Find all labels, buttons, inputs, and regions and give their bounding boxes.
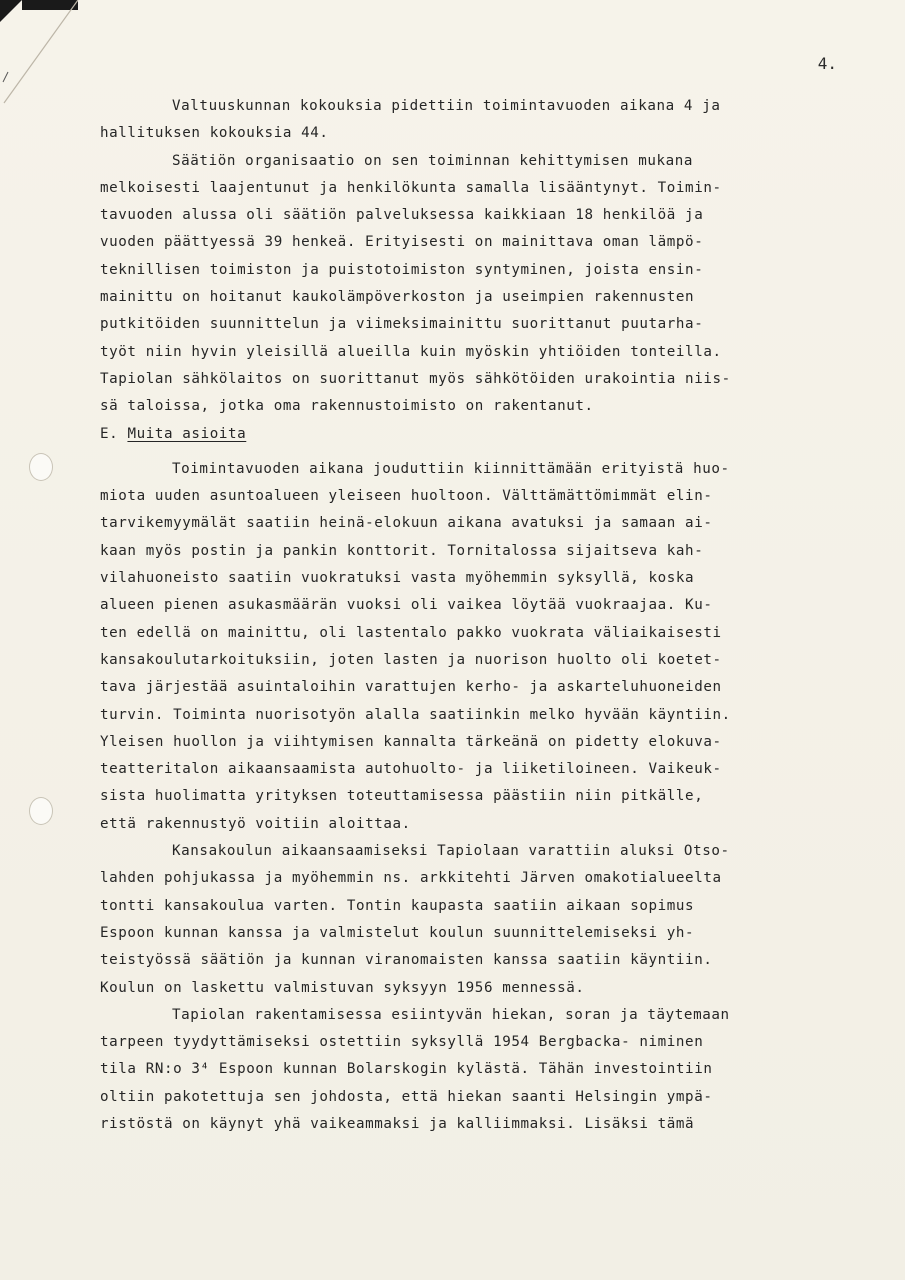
section-heading-title: Muita asioita: [127, 425, 247, 442]
page-number: 4.: [817, 54, 837, 73]
punch-hole-upper: [29, 453, 53, 481]
text-line: kansakoulutarkoituksiin, joten lasten ja nuorison huolto oli koetet-: [100, 651, 722, 668]
text-line: hallituksen kokouksia 44.: [100, 125, 329, 142]
text-line: miota uuden asuntoalueen yleiseen huoltoon. Välttämättömimmät elin-: [100, 488, 713, 505]
text-line: tila RN:o 3⁴ Espoon kunnan Bolarskogin kylästä. Tähän investointiin: [100, 1061, 713, 1078]
text-line: sista huolimatta yrityksen toteuttamisessa päästiin niin pitkälle,: [100, 788, 704, 805]
text-line: oltiin pakotettuja sen johdosta, että hiekan saanti Helsingin ympä-: [100, 1088, 713, 1105]
section-heading-prefix: E.: [100, 425, 128, 442]
text-line: tavuoden alussa oli säätiön palveluksessa kaikkiaan 18 henkilöä ja: [100, 207, 704, 224]
text-line: putkitöiden suunnittelun ja viimeksimainittu suorittanut puutarha-: [100, 316, 704, 333]
text-line: teistyössä säätiön ja kunnan viranomaisten kanssa saatiin käyntiin.: [100, 952, 713, 969]
text-line: tava järjestää asuintaloihin varattujen kerho- ja askarteluhuoneiden: [100, 679, 722, 696]
text-line: mainittu on hoitanut kaukolämpöverkoston ja useimpien rakennusten: [100, 289, 695, 306]
punch-hole-lower: [29, 797, 53, 825]
text-line: vuoden päättyessä 39 henkeä. Erityisesti on mainittava oman lämpö-: [100, 234, 704, 251]
text-line: Espoon kunnan kanssa ja valmistelut koulun suunnittelemiseksi yh-: [100, 924, 695, 941]
text-line: Valtuuskunnan kokouksia pidettiin toimintavuoden aikana 4 ja: [172, 98, 721, 114]
text-line: teknillisen toimiston ja puistotoimiston syntyminen, joista ensin-: [100, 261, 704, 278]
text-line: sä taloissa, jotka oma rakennustoimisto on rakentanut.: [100, 398, 594, 415]
text-line: tarpeen tyydyttämiseksi ostettiin syksyllä 1954 Bergbacka- niminen: [100, 1034, 704, 1051]
text-line: Koulun on laskettu valmistuvan syksyyn 1956 mennessä.: [100, 979, 585, 996]
text-line: tontti kansakoulua varten. Tontin kaupasta saatiin aikaan sopimus: [100, 897, 695, 914]
text-line: turvin. Toiminta nuorisotyön alalla saatiinkin melko hyvään käyntiin.: [100, 706, 731, 723]
text-line: teatteritalon aikaansaamista autohuolto- ja liiketiloineen. Vaikeuk-: [100, 761, 722, 778]
text-line: tarvikemyymälät saatiin heinä-elokuun aikana avatuksi ja samaan ai-: [100, 515, 713, 532]
text-line: alueen pienen asukasmäärän vuoksi oli vaikea löytää vuokraajaa. Ku-: [100, 597, 713, 614]
text-line: että rakennustyö voitiin aloittaa.: [100, 815, 411, 832]
text-line: kaan myös postin ja pankin konttorit. Tornitalossa sijaitseva kah-: [100, 542, 704, 559]
text-line: työt niin hyvin yleisillä alueilla kuin myöskin yhtiöiden tonteilla.: [100, 343, 722, 360]
text-line: ten edellä on mainittu, oli lastentalo pakko vuokrata väliaikaisesti: [100, 624, 722, 641]
text-line: vilahuoneisto saatiin vuokratuksi vasta myöhemmin syksyllä, koska: [100, 570, 695, 587]
text-line: Tapiolan rakentamisessa esiintyvän hiekan, soran ja täytemaan: [172, 1006, 730, 1023]
text-line: melkoisesti laajentunut ja henkilökunta samalla lisääntynyt. Toimin-: [100, 179, 722, 196]
text-line: Säätiön organisaatio on sen toiminnan kehittymisen mukana: [172, 152, 694, 169]
text-line: Kansakoulun aikaansaamiseksi Tapiolaan varattiin aluksi Otso-: [172, 843, 730, 860]
text-line: Yleisen huollon ja viihtymisen kannalta tärkeänä on pidetty elokuva-: [100, 733, 722, 750]
text-line: lahden pohjukassa ja myöhemmin ns. arkkitehti Järven omakotialueelta: [100, 870, 722, 887]
text-line: Toimintavuoden aikana jouduttiin kiinnittämään erityistä huo-: [172, 460, 730, 477]
text-line: ristöstä on käynyt yhä vaikeammaksi ja kalliimmaksi. Lisäksi tämä: [100, 1115, 695, 1132]
text-line: Tapiolan sähkölaitos on suorittanut myös sähkötöiden urakointia niis-: [100, 370, 731, 387]
typed-text-body: [100, 93, 870, 1138]
section-heading: [100, 421, 870, 448]
